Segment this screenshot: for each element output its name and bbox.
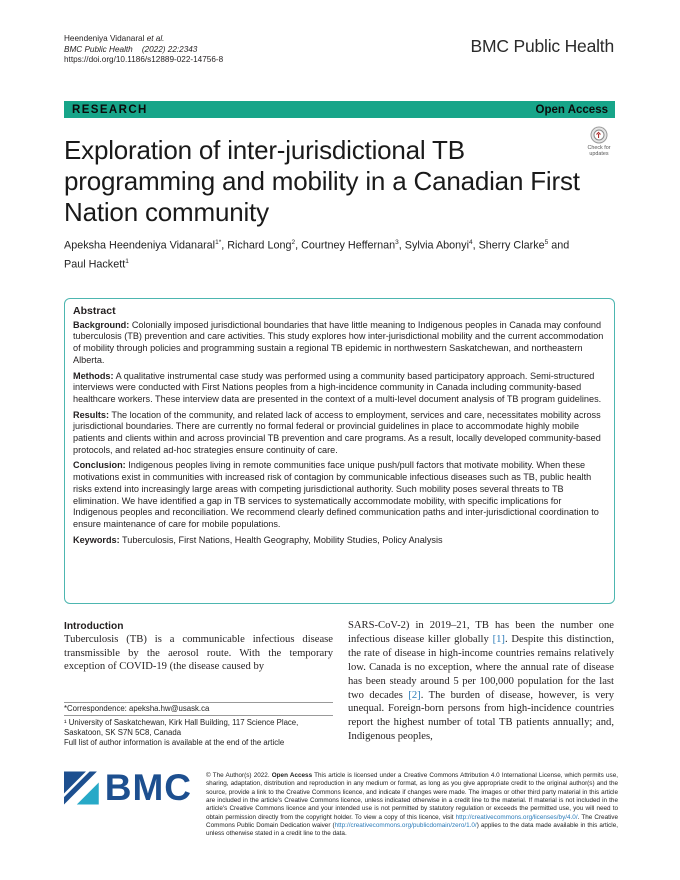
bmc-logo-mark-icon: [64, 770, 99, 806]
license-link[interactable]: http://creativecommons.org/licenses/by/4.0/: [455, 813, 578, 821]
license-body-3: ) applies to the data made available in this article, unless otherwise stated in a credit line to the data.: [206, 822, 619, 838]
methods-label: Methods:: [73, 370, 114, 381]
author-name: Apeksha Heendeniya Vidanaral: [64, 239, 216, 252]
check-updates-line1: Check for: [587, 145, 611, 151]
author-separator: ,: [472, 239, 479, 252]
author-name: Paul Hackett: [64, 258, 126, 271]
header-year-volume: (2022) 22:2343: [141, 44, 198, 54]
footnote-divider: [64, 715, 333, 716]
license-body-2: . The Creative Commons Public Domain Dedication waiver (: [206, 813, 618, 830]
check-for-updates-badge[interactable]: [582, 126, 616, 160]
author-and: and: [548, 239, 570, 252]
author-affiliation-mark: 1: [125, 257, 129, 265]
author-separator: ,: [295, 239, 302, 252]
citation-link[interactable]: [2]: [408, 689, 421, 701]
check-for-updates-icon: [590, 126, 608, 144]
author-affiliation-mark: 5: [544, 239, 549, 246]
header-doi[interactable]: https://doi.org/10.1186/s12889-022-14756-8: [64, 55, 224, 65]
intro-right-column: [348, 619, 614, 744]
intro-text-part2: . Despite this distinction, the rate of disease in high-income countries remains relatively low. Canada is no exception, where the annual rate of disease has been steady around 5 per 100,000 population for the last two decades: [348, 633, 614, 701]
affiliation-notes: [64, 718, 334, 748]
copyright-text: © The Author(s) 2022.: [206, 772, 272, 779]
abstract-heading: Abstract: [73, 305, 116, 317]
article-title: Exploration of inter-jurisdictional TB programming and mobility in a Canadian First Nation community: [64, 135, 580, 227]
background-label: Background:: [73, 319, 130, 330]
abstract-methods: [73, 371, 606, 406]
abstract-keywords: [73, 535, 606, 547]
footnote-divider: [64, 702, 333, 703]
conclusion-text: Indigenous peoples living in remote communities face unique push/pull factors that motivate mobility. When these motivations exist in communities with increased risk of contagion by communicable infectious diseases such as TB, public health risks extend into increasingly large areas with competing jurisdictional authority. Such mobility poses several threats to TB elimination. We have identified a gap in TB services to systematically accommodate mobility, with specific implications for Indigenous peoples and reconciliation. We recommend clearly defined communication paths and inter-jurisdictional coordination to ensure maintenance of care for mobile populations.: [73, 460, 599, 529]
check-updates-line2: updates: [589, 151, 609, 157]
header-authors: Heendeniya Vidanaral: [64, 34, 147, 43]
citation-link[interactable]: [1]: [492, 633, 505, 645]
methods-text: A qualitative instrumental case study was performed using a community based participatory approach. Semi-structured interviews were conducted with First Nations peoples from a high-incidence community in Canada including community-based healthcare workers. These interview data are presented in the context of a multi-level document analysis of TB program guidelines.: [73, 370, 602, 404]
keywords-label: Keywords:: [73, 534, 120, 545]
affiliation-text: ¹ University of Saskatchewan, Kirk Hall Building, 117 Science Place, Saskatoon, SK S7N 5C8, Canada: [64, 718, 299, 737]
bmc-logo: [64, 767, 192, 808]
author-name: Richard Long: [227, 239, 292, 252]
author-affiliation-mark: 1*: [215, 239, 222, 246]
running-header: [64, 34, 223, 66]
journal-name: BMC Public Health: [470, 36, 614, 56]
author-separator: ,: [398, 239, 405, 252]
full-list-note: Full list of author information is available at the end of the article: [64, 738, 285, 747]
introduction-heading: Introduction: [64, 621, 124, 632]
author-list: [64, 235, 609, 272]
conclusion-label: Conclusion:: [73, 460, 126, 471]
author-name: Sylvia Abonyi: [404, 239, 469, 252]
author-name: Sherry Clarke: [478, 239, 545, 252]
author-separator: ,: [221, 239, 228, 252]
keywords-text: Tuberculosis, First Nations, Health Geography, Mobility Studies, Policy Analysis: [122, 534, 443, 545]
author-affiliation-mark: 4: [468, 239, 473, 246]
header-et-al: et al.: [146, 34, 165, 43]
intro-text-part1: SARS-CoV-2) in 2019–21, TB has been the number one infectious disease killer globally: [348, 620, 614, 645]
correspondence-note: *Correspondence: apeksha.hw@usask.ca: [64, 704, 210, 713]
license-text: [206, 772, 618, 839]
results-label: Results:: [73, 409, 110, 420]
author-name: Courtney Heffernan: [301, 239, 396, 252]
public-domain-link[interactable]: http://creativecommons.org/publicdomain/zero/1.0/: [334, 822, 477, 830]
abstract-results: [73, 410, 606, 457]
article-type-label: RESEARCH: [72, 103, 148, 116]
intro-left-column: Tuberculosis (TB) is a communicable infectious disease transmissible by the aerosol route. With the temporary exception of COVID-19 (the disease caused by: [64, 634, 333, 672]
article-type-band: [64, 101, 615, 118]
open-access-label: Open Access: [535, 103, 608, 116]
abstract-box: [64, 298, 615, 604]
results-text: The location of the community, and related lack of access to employment, services and care, necessitates mobility across jurisdictional boundaries. There are currently no formal federal or provincial guidelines in place to accommodate highly mobile patients and clients within and across provincial TB prevention and care programs. As a result, locally developed community-based protocols, and related ad-hoc strategies ensure continuity of care.: [73, 409, 601, 455]
author-affiliation-mark: 3: [395, 239, 399, 246]
author-affiliation-mark: 2: [291, 239, 296, 246]
intro-text-part3: . The burden of disease, however, is very unequal. Foreign-born persons from high-incidence countries report the highest number of total TB patients annually; and, Indigenous peoples,: [348, 689, 614, 743]
header-journal: BMC Public Health: [64, 44, 133, 54]
abstract-conclusion: [73, 460, 606, 530]
background-text: Colonially imposed jurisdictional boundaries that have little meaning to Indigenous peoples in Canada may confound tuberculosis (TB) prevention and care activities. This study explores how inter-jurisdictional mobility and the current accommodation of mobility through policies and programming sustain a regional TB epidemic in northwestern Saskatchewan, and northeastern Alberta.: [73, 319, 604, 365]
abstract-background: [73, 320, 606, 367]
bmc-logo-text: BMC: [104, 767, 192, 808]
open-access-notice-label: Open Access: [271, 772, 313, 779]
license-body-1: This article is licensed under a Creative Commons Attribution 4.0 International License, which permits use, sharing, adaptation, distribution and reproduction in any medium or format, as long as you give appropriate credit to the original author(s) and the source, provide a link to the Creative Commons licence, and indicate if changes were made. The images or other third party material in this article are included in the article's Creative Commons licence, unless indicated otherwise in a credit line to the material. If material is not included in the article's Creative Commons licence and your intended use is not permitted by statutory regulation or exceeds the permitted use, you will need to obtain permission directly from the copyright holder. To view a copy of this licence, visit: [206, 772, 618, 821]
